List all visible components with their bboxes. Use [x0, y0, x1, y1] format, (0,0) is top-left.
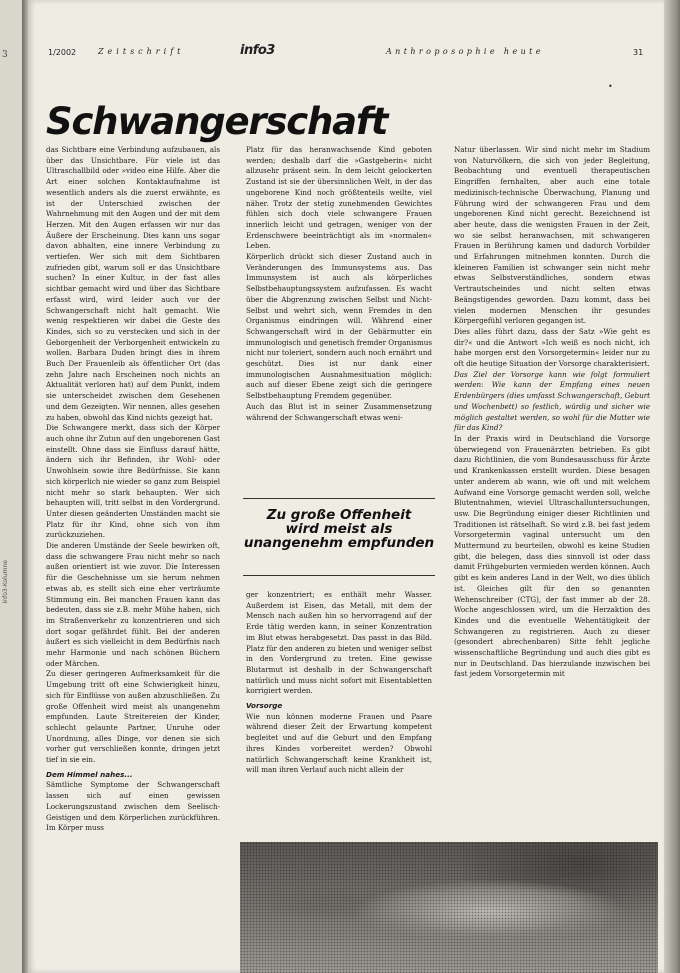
subheading: Dem Himmel nahes...	[46, 769, 133, 779]
magazine-page	[28, 0, 664, 973]
article-title: Schwangerschaft	[46, 100, 388, 143]
paragraph: das Sichtbare eine Verbindung aufzubauen, als über das Unsichtbare. Für viele ist das Ultraschallbild oder »video eine Hilfe. Aber die Art einer solchen Kontaktaufnahme ist wesentlich anders als die zuerst erwähnte, es ist der Unterschied zwischen der Wahrnehmung mit den Augen und der mit dem Herzen. Mit den Augen erfassen wir nur das Äußere der Erscheinung. Dies kann uns sogar davon abhalten, eine innere Verbindung zu vertiefen. Wer sich mit dem Sichtbaren zufrieden gibt, warum soll er das Unsichtbare suchen? In einer Kultur, in der fast alles sichtbar gemacht wird und über das Sichtbare erfasst wird, wird leider auch vor der Schwangerschaft nicht halt gemacht. Wie wenig respektieren wir dabei die Geste des Kindes, sich so zu verstecken und sich in der Geborgenheit der Verborgenheit entwickeln zu wollen. Barbara Duden bringt dies in ihrem Buch Der Frauenleib als öffentlicher Ort (das zehn Jahre nach Erscheinen noch nichts an Aktualität verloren hat) auf dem Punkt, indem sie unterscheidet zwischen dem Gesehenen und dem Gezeigten. Wir nennen, alles gesehen zu haben, obwohl das Kind nichts gezeigt hat.	[46, 145, 220, 422]
page-edge-shadow	[664, 0, 678, 973]
paragraph: Dies alles führt dazu, dass der Satz »Wie geht es dir?« und die Antwort »Ich weiß es noch nicht, ich habe morgen erst den Vorsorgetermin« leider nur zu oft die heutige Situation der Vorsorge charakterisiert.	[454, 326, 650, 369]
running-header	[38, 43, 650, 60]
page-number: 31	[633, 48, 644, 57]
issue-date: 1/2002	[48, 48, 77, 57]
subheading: Vorsorge	[246, 701, 283, 711]
paragraph: Wie nun können moderne Frauen und Paare während dieser Zeit der Erwartung kompetent begleitet und auf die Geburt und den Empfang ihres Kindes vorbereitet werden? Obwohl natürlich Schwangerschaft keine Krankheit ist, will man ihren Verlauf auch nicht allein der	[246, 711, 432, 775]
left-page-edge	[0, 0, 23, 973]
paragraph: Platz für das heranwachsende Kind geboten werden; deshalb darf die »Gastgeberin« nicht allzusehr präsent sein. In dem leicht gelockerten Zustand ist sie der übersinnlichen Welt, in der das ungeborene Kind noch größtenteils weilte, viel näher. Trotz der stetig zunehmenden Gewichtes fühlen sich doch viele schwangere Frauen innerlich leicht und getragen, weniger von der Erdenschwere beeinträchtigt als im »normalen« Leben.	[246, 145, 432, 251]
text-column-3	[454, 145, 650, 680]
text-column-2-continued	[246, 590, 432, 776]
left-page-vertical-text: info3-Kolumne	[2, 560, 9, 604]
paragraph: Körperlich drückt sich dieser Zustand auch in Veränderungen des Immunsystems aus. Das Immunsystem ist auch als körperliches Selbstbehauptungssystem aufzufassen. Es wacht über die Abgrenzung zwischen Selbst und Nicht-Selbst und wehrt sich, wenn Fremdes in den Organismus eindringen will. Während einer Schwangerschaft wird in der Gebärmutter ein immunologisch und genetisch fremder Organismus nicht nur toleriert, sondern auch noch ernährt und geschützt. Dies ist nur dank einer immunologischen Ausnahmesituation möglich: auch auf dieser Ebene zeigt sich die geringere Selbstbehauptung Fremdem gegenüber.	[246, 252, 432, 401]
left-page-number: 3	[2, 50, 8, 60]
paragraph: Die Schwangere merkt, dass sich der Körper auch ohne ihr Zutun auf den ungeborenen Gast einstellt. Ohne dass sie Einfluss darauf hätte, ändern sich ihr Befinden, ihr Wohl- oder Unwohlsein sowie ihre Bedürfnisse. Sie kann sich körperlich nie wieder so ganz zum Beispiel nicht mehr so stark behaupten. Wer sich behaupten will, tritt selbst in den Vordergrund. Unter diesen geänderten Umständen macht sie Platz für ihr Kind, ohne sich von ihm zurückzuziehen.	[46, 423, 220, 540]
paragraph: Zu dieser geringeren Aufmerksamkeit für die Umgebung tritt oft eine Schwierigkeit hinzu, sich für Einflüsse von außen abzuschließen. Zu große Offenheit wird meist als unangenehm empfunden. Laute Streitereien der Kinder, schlecht gelaunte Partner, Unruhe oder Unordnung, alles Dinge, vor denen sie sich vorher gut verschließen konnte, dringen jetzt tief in sie ein.	[46, 669, 220, 765]
pull-quote-line: wird meist als	[285, 521, 393, 537]
paragraph: Sämtliche Symptome der Schwangerschaft lassen sich auf einen gewissen Lockerungszustand zwischen dem Seelisch-Geistigen und dem Körperlichen zurückführen. Im Körper muss	[46, 780, 220, 833]
photo-hands-belly	[240, 842, 658, 973]
magazine-subtitle: Anthroposophie heute	[386, 47, 544, 56]
paragraph: ger konzentriert; es enthält mehr Wasser. Außerdem ist Eisen, das Metall, mit dem der Mensch nach außen hin so hervorragend auf der Erde tätig werden kann, in seiner Konzentration im Blut etwas herabgesetzt. Das passt in das Bild. Platz für den anderen zu bieten und weniger selbst in den Vordergrund zu treten. Eine gewisse Blutarmut ist deshalb in der Schwangerschaft natürlich und muss nicht sofort mit Eisentabletten korrigiert werden.	[246, 590, 432, 696]
paragraph: Das Ziel der Vorsorge kann wie folgt formuliert werden: Wie kann der Empfang eines neuen Erdenbürgers (dies umfasst Schwangerschaft, Geburt und Wochenbett) so festlich, würdig und sicher wie möglich gestaltet werden, so wohl für die Mutter wie für das Kind?	[454, 369, 650, 433]
bullet-marker: •	[608, 82, 613, 91]
pull-quote-line: unangenehm empfunden	[243, 535, 435, 551]
text-column-1	[46, 145, 220, 834]
paragraph: Natur überlassen. Wir sind nicht mehr im Stadium von Naturvölkern, die sich von jeder Begleitung, Beobachtung und eventuell therapeutischen Eingriffen fernhalten, aber auch eine totale medizinisch-technische Überwachung, Planung und Führung wird der schwangeren Frau und dem ungeborenen Kind nicht gerecht. Bezeichnend ist aber heute, dass die wenigsten Frauen in der Zeit, wo sie selbst heranwachsen, mit schwangeren Frauen in Berührung kamen und dadurch Vorbilder und Erfahrungen mitnehmen konnten. Durch die kleineren Familien ist schwanger sein nicht mehr etwas Selbstverständliches, sondern etwas Vertrautscheindes und nicht selten etwas Beängstigendes geworden. Dazu kommt, dass bei vielen modernen Menschen ihr gesundes Körpergefühl verloren gegangen ist.	[454, 145, 650, 326]
text-column-2	[246, 145, 432, 423]
pull-quote-line: Zu große Offenheit	[266, 507, 412, 523]
paragraph: In der Praxis wird in Deutschland die Vorsorge überwiegend von Frauenärzten betrieben. Es gibt dazu Richtlinien, die vom Bundesausschuss für Ärzte und Krankenkassen erstellt wurden. Diese besagen unter anderem ab wann, wie oft und mit welchem Aufwand eine Vorsorge gemacht werden soll, welche Blutentnahmen, wieviel Ultraschalluntersuchungen, usw. Die Begründung einiger dieser Richtlinien und Traditionen ist rätselhaft. So wird z.B. bei fast jedem Vorsorgetermin vaginal untersucht um den Muttermund zu beurteilen, obwohl es keine Studien gibt, die belegen, dass dies sinnvoll ist oder dass damit Frühgeburten vermieden werden können. Auch gibt es kein anderes Land in der Welt, wo dies üblich ist. Gleiches gilt für den so genannten Wehenschreiber (CTG), der fast immer ab der 28. Woche angeschlossen wird, um die Herzaktion des Kindes und die eventuelle Wehentätigkeit der Schwangeren zu registrieren. Auch zu dieser (gesondert abrechenbaren) Sitte fehlt jegliche wissenschaftliche Begründung und auch dies gibt es nur in Deutschland. Das hierzulande inzwischen bei fast jedem Vorsorgetermin mit	[454, 433, 650, 679]
info3-logo: info3	[240, 43, 275, 58]
pull-quote	[243, 498, 435, 576]
paragraph: Auch das Blut ist in seiner Zusammensetzung während der Schwangerschaft etwas weni-	[246, 401, 432, 422]
paragraph: Die anderen Umstände der Seele bewirken oft, dass die schwangere Frau nicht mehr so nach außen orientiert ist wie zuvor. Die Interessen für die Geschehnisse um sie herum nehmen etwas ab, es stellt sich eine eher verträumte Stimmung ein. Bei manchen Frauen kann das bedeuten, dass sie z.B. mehr Mühe haben, sich im Straßenverkehr zu konzentrieren und sich dort sogar gefährdet fühlt. Bei der anderen äußert es sich vielleicht in dem Bedürfnis nach mehr Harmonie und nach schönen Büchern oder Märchen.	[46, 541, 220, 668]
magazine-label: Zeitschrift	[98, 47, 185, 56]
